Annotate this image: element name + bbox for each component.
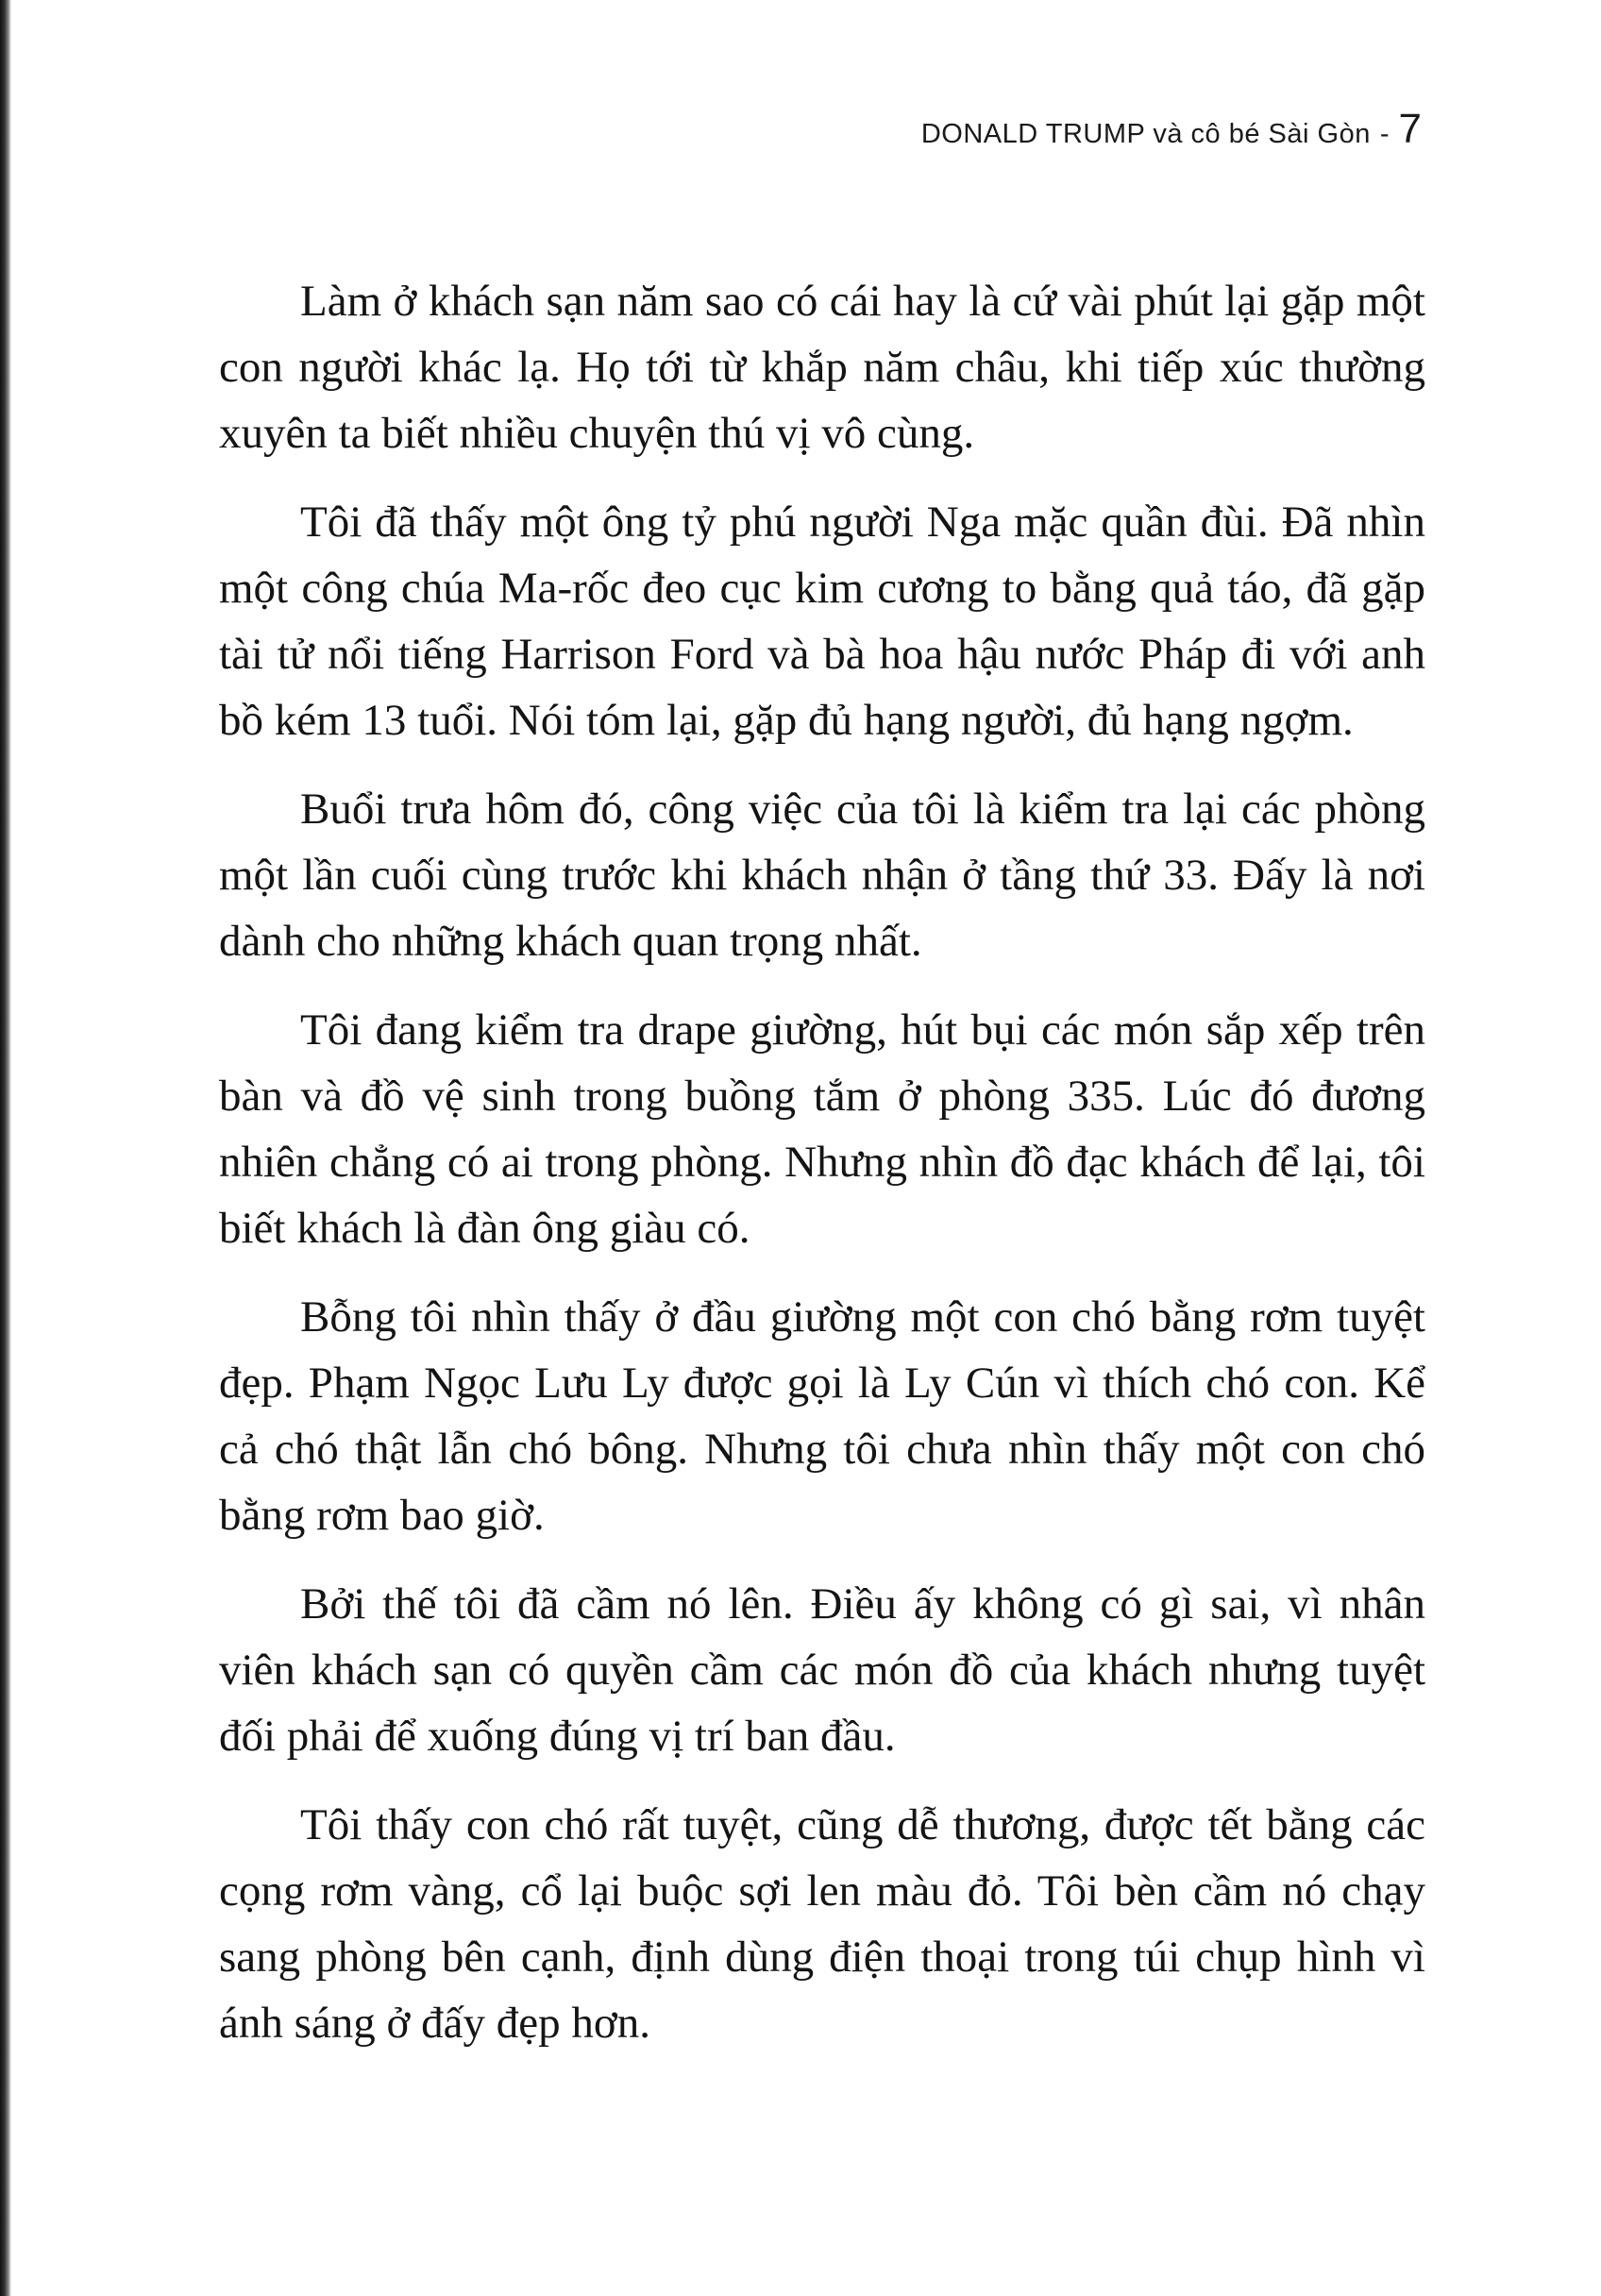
paragraph: Tôi đang kiểm tra drape giường, hút bụi các món sắp xếp trên bàn và đồ vệ sinh trong buồng tắm ở phòng 335. Lúc đó đương nhiên chẳng có ai trong phòng. Nhưng nhìn đồ đạc khách để lại, tôi biết khách là đàn ông giàu có. [219,1005,1425,1253]
binding-edge [0,0,11,2296]
paragraph: Tôi đã thấy một ông tỷ phú người Nga mặc quần đùi. Đã nhìn một công chúa Ma-rốc đeo cục kim cương to bằng quả táo, đã gặp tài tử nổi tiếng Harrison Ford và bà hoa hậu nước Pháp đi với anh bồ kém 13 tuổi. Nói tóm lại, gặp đủ hạng người, đủ hạng ngợm. [219,498,1425,745]
page-number: 7 [1398,106,1422,152]
paragraph: Bởi thế tôi đã cầm nó lên. Điều ấy không có gì sai, vì nhân viên khách sạn có quyền cầm các món đồ của khách nhưng tuyệt đối phải để xuống đúng vị trí ban đầu. [219,1579,1425,1761]
header-separator: - [1379,119,1390,149]
running-header [921,106,1422,153]
paragraph: Buổi trưa hôm đó, công việc của tôi là kiểm tra lại các phòng một lần cuối cùng trước khi khách nhận ở tầng thứ 33. Đấy là nơi dành cho những khách quan trọng nhất. [219,785,1425,966]
paragraph: Tôi thấy con chó rất tuyệt, cũng dễ thương, được tết bằng các cọng rơm vàng, cổ lại buộc sợi len màu đỏ. Tôi bèn cầm nó chạy sang phòng bên cạnh, định dùng điện thoại trong túi chụp hình vì ánh sáng ở đấy đẹp hơn. [219,1800,1425,2048]
body-text [219,268,1425,2079]
header-title: DONALD TRUMP và cô bé Sài Gòn [920,119,1371,149]
paragraph: Bỗng tôi nhìn thấy ở đầu giường một con chó bằng rơm tuyệt đẹp. Phạm Ngọc Lưu Ly được gọi là Ly Cún vì thích chó con. Kể cả chó thật lẫn chó bông. Nhưng tôi chưa nhìn thấy một con chó bằng rơm bao giờ. [219,1292,1425,1540]
paragraph: Làm ở khách sạn năm sao có cái hay là cứ vài phút lại gặp một con người khác lạ. Họ tới từ khắp năm châu, khi tiếp xúc thường xuyên ta biết nhiều chuyện thú vị vô cùng. [219,277,1425,458]
